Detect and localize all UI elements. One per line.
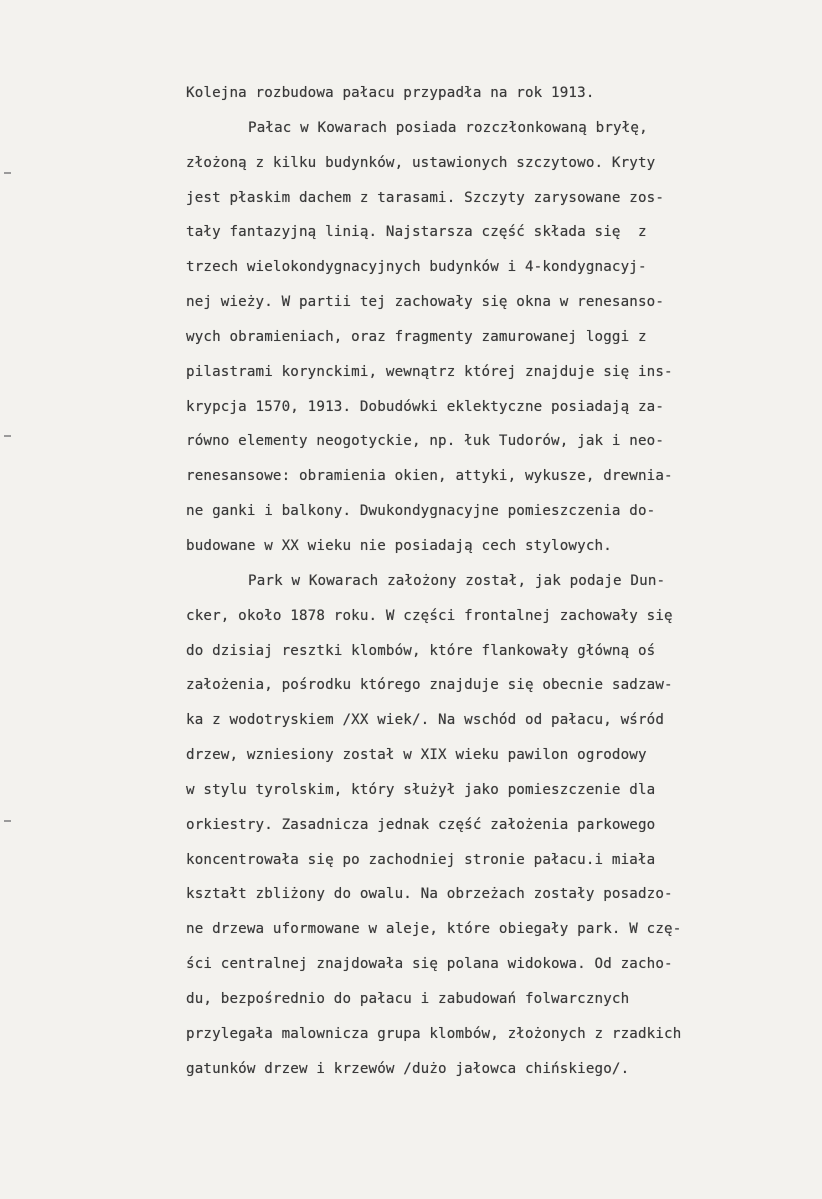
text-line: ne ganki i balkony. Dwukondygnacyjne pomieszczenia do- [186, 503, 656, 520]
margin-tick-mark [4, 435, 11, 437]
text-line: gatunków drzew i krzewów /dużo jałowca chińskiego/. [186, 1060, 630, 1077]
text-line: renesansowe: obramienia okien, attyki, wykusze, drewnia- [186, 468, 673, 485]
text-line: przylegała malownicza grupa klombów, złożonych z rzadkich [186, 1025, 682, 1042]
text-line: ka z wodotryskiem /XX wiek/. Na wschód od pałacu, wśród [186, 712, 665, 729]
text-line: w stylu tyrolskim, który służył jako pomieszczenie dla [186, 781, 656, 798]
document-body [186, 76, 806, 1086]
text-line: drzew, wzniesiony został w XIX wieku pawilon ogrodowy [186, 747, 647, 764]
text-line: koncentrowała się po zachodniej stronie pałacu.i miała [186, 851, 656, 868]
text-line: kształt zbliżony do owalu. Na obrzeżach zostały posadzo- [186, 886, 673, 903]
text-line: równo elementy neogotyckie, np. łuk Tudorów, jak i neo- [186, 433, 665, 450]
text-line: złożoną z kilku budynków, ustawionych szczytowo. Kryty [186, 154, 656, 171]
text-line: tały fantazyjną linią. Najstarsza część składa się z [186, 224, 647, 241]
text-line: jest płaskim dachem z tarasami. Szczyty zarysowane zos- [186, 189, 665, 206]
text-line: ści centralnej znajdowała się polana widokowa. Od zacho- [186, 956, 673, 973]
text-line: ne drzewa uformowane w aleje, które obiegały park. W czę- [186, 921, 682, 938]
text-line: wych obramieniach, oraz fragmenty zamurowanej loggi z [186, 328, 647, 345]
margin-tick-mark [4, 172, 11, 174]
text-line: orkiestry. Zasadnicza jednak część założenia parkowego [186, 816, 656, 833]
text-line: budowane w XX wieku nie posiadają cech stylowych. [186, 537, 612, 554]
text-line: do dzisiaj resztki klombów, które flankowały główną oś [186, 642, 656, 659]
text-line: cker, około 1878 roku. W części frontalnej zachowały się [186, 607, 673, 624]
text-line: nej wieży. W partii tej zachowały się okna w renesanso- [186, 294, 665, 311]
text-line: du, bezpośrednio do pałacu i zabudowań folwarcznych [186, 990, 630, 1007]
text-line: założenia, pośrodku którego znajduje się obecnie sadzaw- [186, 677, 673, 694]
text-line: Pałac w Kowarach posiada rozczłonkowaną bryłę, [248, 119, 648, 136]
margin-tick-mark [4, 820, 11, 822]
text-line: Kolejna rozbudowa pałacu przypadła na rok 1913. [186, 85, 595, 101]
text-line: trzech wielokondygnacyjnych budynków i 4-kondygnacyj- [186, 259, 647, 276]
text-line: pilastrami korynckimi, wewnątrz której znajduje się ins- [186, 363, 673, 380]
text-line: krypcja 1570, 1913. Dobudówki eklektyczne posiadają za- [186, 398, 665, 415]
text-line: Park w Kowarach założony został, jak podaje Dun- [248, 572, 666, 589]
